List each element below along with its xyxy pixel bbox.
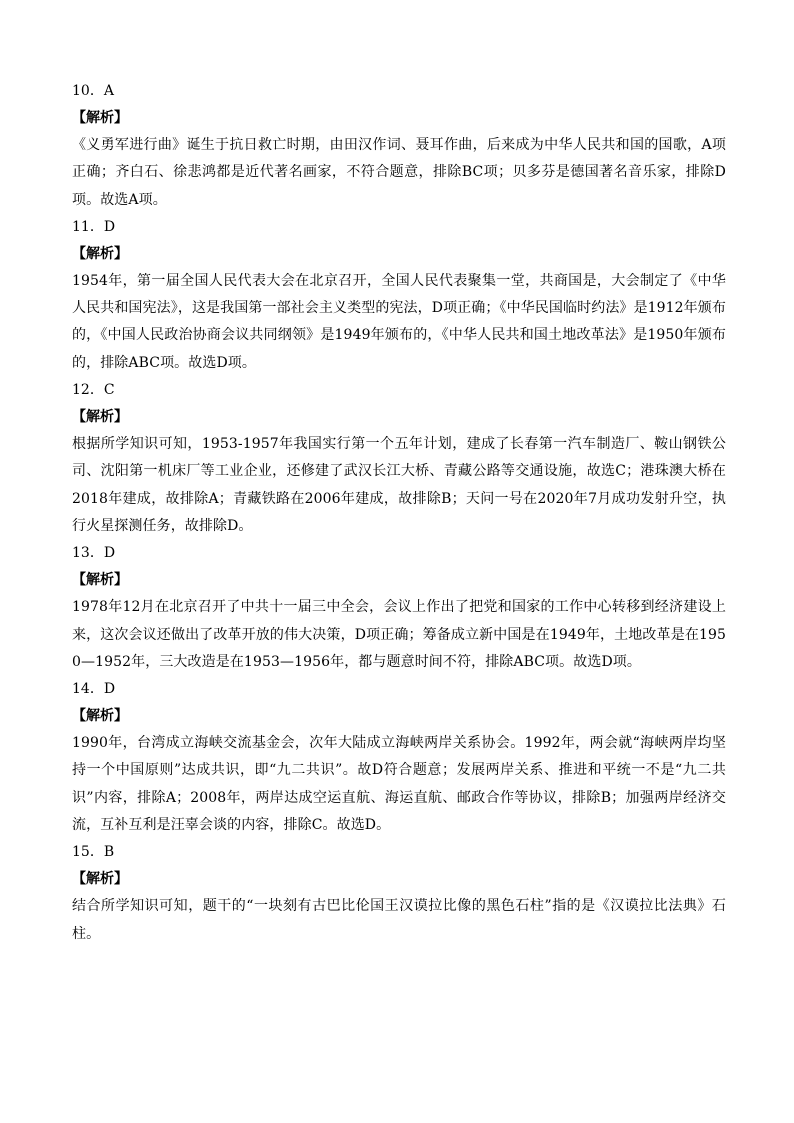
answer-key-page	[72, 78, 726, 948]
answer-line: 15．B	[72, 844, 115, 861]
answer-line: 14．D	[72, 681, 116, 698]
analysis-text: 结合所学知识可知，题干的“一块刻有古巴比伦国王汉谟拉比像的黑色石柱”指的是《汉谟拉比法典》石柱。	[72, 898, 726, 942]
question-10	[72, 78, 726, 214]
analysis-label: 【解析】	[72, 110, 128, 126]
answer-line: 12．C	[72, 382, 115, 399]
answer-line: 11．D	[72, 218, 116, 235]
answer-line: 10．A	[72, 83, 114, 99]
analysis-label: 【解析】	[72, 708, 128, 725]
question-14	[72, 676, 726, 839]
analysis-label: 【解析】	[72, 572, 128, 589]
analysis-text: 1990年，台湾成立海峡交流基金会，次年大陆成立海峡两岸关系协会。1992年，两会就“海峡两岸均坚持一个中国原则”达成共识，即“九二共识”。故D符合题意；发展两岸关系、推进和平统一不是“九二共识”内容，排除A；2008年，两岸达成空运直航、海运直航、邮政合作等协议，排除B；加强两岸经济交流，互补互利是汪辜会谈的内容，排除C。故选D。	[72, 735, 726, 834]
question-13	[72, 540, 726, 676]
answer-line: 13．D	[72, 545, 116, 562]
analysis-label: 【解析】	[72, 871, 128, 888]
question-11	[72, 214, 726, 377]
analysis-label: 【解析】	[72, 409, 128, 426]
analysis-text: 《义勇军进行曲》诞生于抗日救亡时期，由田汉作词、聂耳作曲，后来成为中华人民共和国的国歌，A项正确；齐白石、徐悲鸿都是近代著名画家，不符合题意，排除BC项；贝多芬是德国著名音乐家，排除D项。故选A项。	[72, 137, 726, 208]
question-15	[72, 839, 726, 948]
question-12	[72, 377, 726, 540]
analysis-label: 【解析】	[72, 245, 128, 262]
analysis-text: 根据所学知识可知，1953-1957年我国实行第一个五年计划，建成了长春第一汽车制造厂、鞍山钢铁公司、沈阳第一机床厂等工业企业，还修建了武汉长江大桥、青藏公路等交通设施，故选C；港珠澳大桥在2018年建成，故排除A；青藏铁路在2006年建成，故排除B；天问一号在2020年7月成功发射升空，执行火星探测任务，故排除D。	[72, 436, 726, 534]
analysis-text: 1954年，第一届全国人民代表大会在北京召开，全国人民代表聚集一堂，共商国是，大会制定了《中华人民共和国宪法》，这是我国第一部社会主义类型的宪法，D项正确；《中华民国临时约法》是1912年颁布的，《中国人民政治协商会议共同纲领》是1949年颁布的，《中华人民共和国土地改革法》是1950年颁布的，排除ABC项。故选D项。	[72, 272, 726, 371]
analysis-text: 1978年12月在北京召开了中共十一届三中全会，会议上作出了把党和国家的工作中心转移到经济建设上来，这次会议还做出了改革开放的伟大决策，D项正确；筹备成立新中国是在1949年，土地改革是在1950—1952年，三大改造是在1953—1956年，都与题意时间不符，排除ABC项。故选D项。	[72, 599, 726, 670]
